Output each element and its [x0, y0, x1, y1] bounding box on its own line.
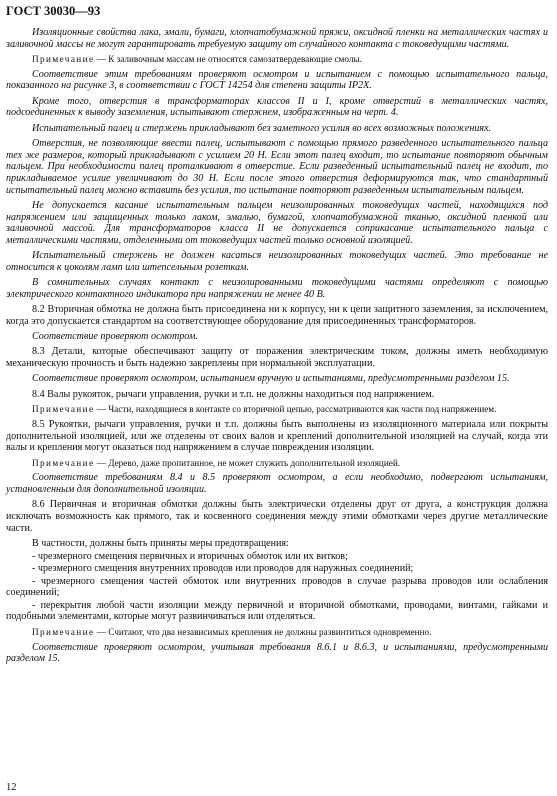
clause-paragraph — [6, 600, 548, 623]
note-paragraph — [6, 627, 548, 638]
clause-paragraph — [6, 499, 548, 534]
paragraph-text: Соответствие проверяют осмотром, испытанием вручную и испытаниями, предусмотренными разделом 15. — [32, 373, 510, 385]
compliance-paragraph — [6, 96, 548, 119]
compliance-paragraph — [6, 123, 548, 135]
compliance-paragraph — [6, 200, 548, 246]
paragraph-text: - перекрытия любой части изоляции между первичной и вторичной обмотками, проводами, винтами, гайками и подобными элементами, которые могут развинчиваться или отделяться. — [6, 599, 548, 623]
paragraph-text: Испытательный стержень не должен касаться неизолированных токоведущих частей. Это требование не относится к цоколям ламп или штепсельным розеткам. — [6, 250, 548, 273]
paragraph-text: Соответствие этим требованиям проверяют осмотром и испытанием с помощью испытательного пальца, показанного на рисунке 3, в соответствии с ГОСТ 14254 для степени защиты IP2X. — [6, 68, 548, 92]
document-body — [6, 27, 548, 669]
paragraph-text: — Считают, что два независимых крепления не должны развинтиться одновременно. — [94, 626, 432, 637]
paragraph-text: 8.2 Вторичная обмотка не должна быть присоединена ни к корпусу, ни к цепи защитного заземления, за исключением, когда это допускается стандартом на соответствующее оборудование для присоединенных трансформаторов. — [6, 304, 548, 327]
paragraph-text: Отверстия, не позволяющие ввести палец, испытывают с помощью прямого разведенного испытательного пальца тех же размеров, который прикладывают с усилием 20 Н. Если этот палец входит, то испытание повторяют обычным пальцем. При необходимости палец проталкивают в отверстие. Если разведенный испытательный палец не входит, то прикладываемое усилие увеличивают до 30 Н. Если после этого отверстия деформируются так, что стандартный испытательный палец можно вставить без усилия, то испытание повторяют разведенным испытательным пальцем. — [6, 138, 548, 196]
note-label: Примечание — [32, 457, 95, 468]
paragraph-text: 8.4 Валы рукояток, рычаги управления, ручки и т.п. не должны находиться под напряжением. — [32, 388, 435, 400]
list-item — [6, 576, 548, 599]
paragraph-text: В сомнительных случаях контакт с неизолированными токоведущими частями определяют с помощью электрического контактного индикатора при напряжении не менее 40 В. — [6, 277, 548, 300]
paragraph-text: В частности, должны быть приняты меры предотвращения: — [32, 537, 289, 549]
paragraph-text: Испытательный палец и стержень прикладывают без заметного усилия во всех возможных положениях. — [32, 122, 492, 134]
compliance-paragraph — [6, 69, 548, 92]
clause-paragraph — [6, 346, 548, 369]
paragraph-text: — Дерево, даже пропитанное, не может служить дополнительной изоляцией. — [94, 457, 401, 468]
list-item — [6, 551, 548, 563]
paragraph-text: 8.5 Рукоятки, рычаги управления, ручки и т.п. должны быть выполнены из изоляционного материала или покрыты дополнительной изоляцией, или же отделены от своих валов и креплений дополнительной изоляцией на случай, когда эти валы и крепления могут оказаться под напряжением в случае повреждения изоляции. — [6, 418, 548, 454]
clause-paragraph — [6, 389, 548, 401]
page-header: ГОСТ 30030—93 — [6, 4, 101, 18]
compliance-paragraph — [6, 472, 548, 495]
paragraph-text: Изоляционные свойства лака, эмали, бумаги, хлопчатобумажной пряжи, оксидной пленки на металлических частях и заливочной массы не могут гарантировать требуемую защиту от случайного контакта с токоведущими частями. — [6, 27, 548, 50]
clause-paragraph — [6, 419, 548, 454]
paragraph-text: Соответствие требованиям 8.4 и 8.5 проверяют осмотром, а если необходимо, подвергают испытаниям, установленным для дополнительной изоляции. — [6, 472, 548, 495]
paragraph-text: - чрезмерного смещения частей обмоток или внутренних проводов в случае разрыва проводов или ослабления соединений; — [6, 575, 548, 599]
paragraph-text: Кроме того, отверстия в трансформаторах классов II и I, кроме отверстий в металлических частях, подсоединенных к выводу заземления, испытывают стержнем, изображенным на черт. 4. — [6, 95, 548, 119]
clause-paragraph — [6, 304, 548, 327]
compliance-paragraph — [6, 331, 548, 343]
note-label: Примечание — [32, 53, 95, 64]
paragraph-text: - чрезмерного смещения первичных и вторичных обмоток или их витков; — [32, 550, 348, 562]
compliance-paragraph — [6, 138, 548, 196]
paragraph-text: — К заливочным массам не относятся самозатвердевающие смолы. — [94, 53, 362, 64]
paragraph-text: Не допускается касание испытательным пальцем неизолированных токоведущих частей, находящихся под напряжением или защищенных только лаком, эмалью, бумагой, хлопчатобумажной тканью, оксидной пленкой или заливочной массой. Для трансформаторов класса II не допускается соприкасание испытательного пальца с металлическими частями, отделенными от токоведущих частей только основной изоляцией. — [6, 199, 548, 246]
note-label: Примечание — [32, 626, 95, 637]
compliance-paragraph — [6, 373, 548, 385]
paragraph-text: - чрезмерного смещения внутренних проводов или проводов для наружных соединений; — [32, 563, 414, 575]
paragraph-text: 8.6 Первичная и вторичная обмотки должны быть электрически отделены друг от друга, а конструкция должна исключать возможность как прямого, так и косвенного соединения между этими обмотками через другие металлические части. — [6, 499, 548, 534]
compliance-paragraph — [6, 27, 548, 50]
note-paragraph — [6, 54, 548, 65]
paragraph-text: 8.3 Детали, которые обеспечивают защиту от поражения электрическим током, должны иметь необходимую механическую прочность и быть надежно закреплены при нормальной эксплуатации. — [6, 346, 548, 370]
note-paragraph — [6, 404, 548, 415]
paragraph-text: Соответствие проверяют осмотром. — [32, 331, 198, 343]
paragraph-text: Соответствие проверяют осмотром, учитывая требования 8.6.1 и 8.6.3, и испытаниями, предусмотренными разделом 15. — [6, 641, 548, 665]
compliance-paragraph — [6, 642, 548, 665]
note-paragraph — [6, 458, 548, 469]
compliance-paragraph — [6, 250, 548, 273]
paragraph-text: — Части, находящиеся в контакте со вторичной цепью, рассматриваются как части под напряжением. — [94, 404, 497, 415]
compliance-paragraph — [6, 277, 548, 300]
page-number: 12 — [6, 782, 17, 793]
list-item — [6, 538, 548, 550]
list-item — [6, 563, 548, 575]
note-label: Примечание — [32, 404, 95, 415]
